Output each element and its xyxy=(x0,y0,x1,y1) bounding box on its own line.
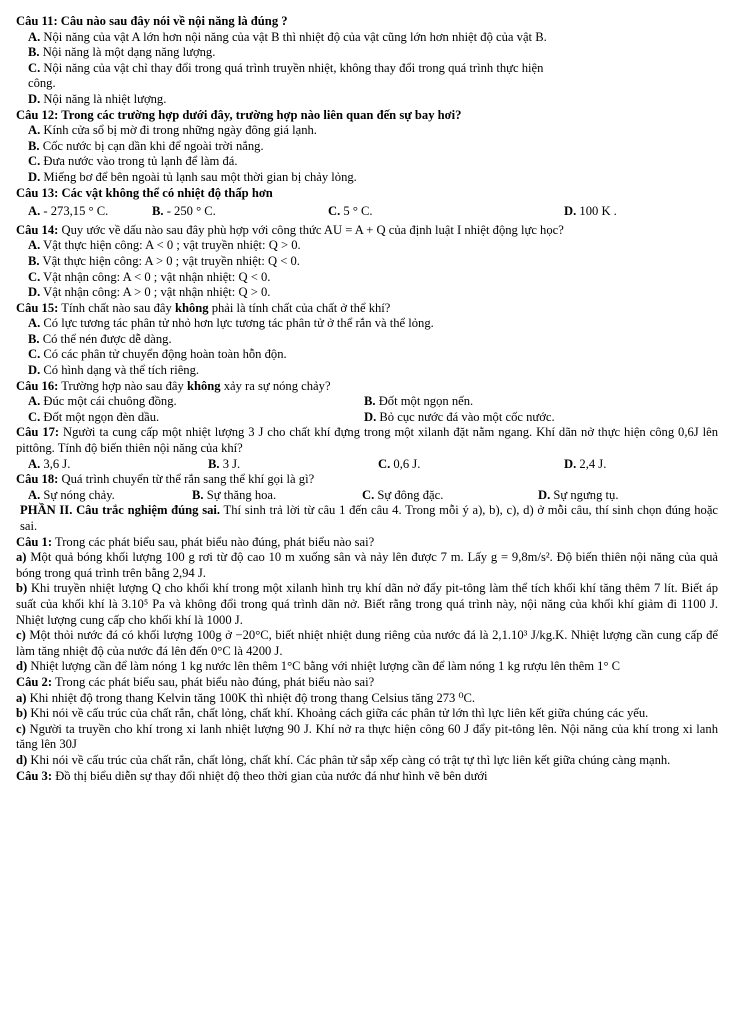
part2-title: PHẦN II. Câu trắc nghiệm đúng sai. xyxy=(20,503,221,518)
q14-stem: Câu 14: Quy ước về dấu nào sau đây phù hợp với công thức AU = A + Q của định luật I nhiệt động lực học? xyxy=(16,222,564,237)
q13-option-b: B. - 250 ° C. xyxy=(152,204,216,219)
q11-stem: Câu 11: Câu nào sau đây nói về nội năng là đúng ? xyxy=(16,14,288,28)
item-marker: D. xyxy=(28,91,41,106)
q17-option-c: C. 0,6 J. xyxy=(378,456,421,471)
q18-option-a: A. Sự nóng chảy. xyxy=(28,487,115,502)
p2q2-item-d: d) Khi nói về cấu trúc của chất rắn, chất lỏng, chất khí. Các phân tử sắp xếp càng có trật tự thì lực liên kết giữa chúng càng mạnh. xyxy=(16,752,671,767)
q15-stem-post: phải là tính chất của chất ở thể khí? xyxy=(208,300,391,315)
item-marker: B. xyxy=(364,394,376,409)
q11-option-a: A. Nội năng của vật A lớn hơn nội năng của vật B thì nhiệt độ của vật cũng lớn hơn nhiệt độ của vật B. xyxy=(28,29,547,44)
q12-option-d: D. Miếng bơ để bên ngoài tủ lạnh sau một thời gian bị chảy lỏng. xyxy=(28,169,357,184)
item-marker: A. xyxy=(28,456,41,471)
q14-option-d: D. Vật nhận công: A > 0 ; vật nhận nhiệt: Q > 0. xyxy=(28,285,271,300)
item-marker: C. xyxy=(328,204,341,219)
item-marker: A. xyxy=(28,394,41,409)
q12-option-a: A. Kính cửa sổ bị mờ đi trong những ngày đông giá lạnh. xyxy=(28,123,317,138)
item-marker: B. xyxy=(208,456,220,471)
item-marker: Câu 17: xyxy=(16,425,60,440)
item-marker: c) xyxy=(16,628,26,643)
item-marker: A. xyxy=(28,204,41,219)
p2q2-item-c: c) Người ta truyền cho khí trong xi lanh nhiệt lượng 90 J. Khí nở ra thực hiện công 60 J đẩy pit-tông lên. Nội năng của khí trong xi lanh tăng lên 30J xyxy=(16,721,718,752)
q16-option-b: B. Đốt một ngọn nến. xyxy=(364,394,474,409)
item-marker: Câu 3: xyxy=(16,768,53,783)
item-marker: a) xyxy=(16,690,27,705)
p2q1-item-b: b) Khi truyền nhiệt lượng Q cho khối khí trong một xilanh hình trụ khí dãn nở đẩy pit-tông làm thể tích khối khí tăng thêm 7 lít. Biết áp suất của khối khí là 3.10⁵ Pa và không đổi trong quá trình dãn nở. Biết rằng trong quá trình này, nội năng của khối khí giảm đi 1100 J. Nhiệt lượng cung cấp cho khối khí là 1000 J. xyxy=(16,581,718,627)
q16-options-row1 xyxy=(16,394,718,410)
q17-option-b: B. 3 J. xyxy=(208,456,241,471)
q16-stem-bold: không xyxy=(186,378,221,393)
p2q1-item-a: a) Một quả bóng khối lượng 100 g rơi từ độ cao 10 m xuống sân và nảy lên được 7 m. Lấy g = 9,8m/s². Độ biến thiên nội năng của quả bóng trong quá trình trên bằng 2,94 J. xyxy=(16,550,718,580)
q18-stem: Câu 18: Quá trình chuyển từ thể rắn sang thể khí gọi là gì? xyxy=(16,472,315,487)
item-marker: B. xyxy=(28,253,40,268)
item-marker: b) xyxy=(16,581,28,596)
p2q2-item-a: a) Khi nhiệt độ trong thang Kelvin tăng 100K thì nhiệt độ trong thang Celsius tăng 273 ⁰C. xyxy=(16,690,476,705)
q16-stem-post: xảy ra sự nóng chảy? xyxy=(220,378,331,393)
item-marker: Câu 16: xyxy=(16,378,59,393)
item-marker: d) xyxy=(16,659,28,674)
q13-option-c: C. 5 ° C. xyxy=(328,204,373,219)
item-marker: Câu 14: xyxy=(16,222,59,237)
q16-option-a: A. Đúc một cái chuông đồng. xyxy=(28,394,177,409)
q17-stem: Câu 17: Người ta cung cấp một nhiệt lượng 3 J cho chất khí đựng trong một xilanh đặt nằm ngang. Khí dãn nở thực hiện công 0,6J lên pittông. Tính độ biến thiên nội năng của khí? xyxy=(16,425,718,456)
item-marker: D. xyxy=(564,204,577,219)
item-marker: A. xyxy=(28,238,41,253)
q12-stem: Câu 12: Trong các trường hợp dưới đây, trường hợp nào liên quan đến sự bay hơi? xyxy=(16,107,462,122)
part2-heading xyxy=(16,503,718,534)
item-marker: C. xyxy=(28,409,41,424)
item-marker: D. xyxy=(564,456,577,471)
item-marker: C. xyxy=(28,269,41,284)
q16-option-d: D. Bỏ cục nước đá vào một cốc nước. xyxy=(364,409,555,424)
q18-options xyxy=(16,488,718,504)
q11-option-d: D. Nội năng là nhiệt lượng. xyxy=(28,91,167,106)
item-marker: Câu 18: xyxy=(16,472,59,487)
item-marker: C. xyxy=(28,60,41,75)
q17-option-a: A. 3,6 J. xyxy=(28,456,71,471)
q16-option-c: C. Đốt một ngọn đèn dầu. xyxy=(28,409,160,424)
item-marker: d) xyxy=(16,752,28,767)
p2q2-item-b: b) Khi nói về cấu trúc của chất rắn, chất lỏng, chất khí. Khoảng cách giữa các phân tử lớn thì lực liên kết giữa chúng các yếu. xyxy=(16,706,649,721)
q15-option-a: A. Có lực tương tác phân tử nhỏ hơn lực tương tác phân tử ở thể rắn và thể lỏng. xyxy=(28,316,434,331)
q16-stem xyxy=(16,379,718,395)
q16-stem-pre: Câu 16: Trường hợp nào sau đây xyxy=(16,378,187,393)
item-marker: D. xyxy=(28,285,41,300)
q16-options-row2 xyxy=(16,410,718,426)
item-marker: B. xyxy=(28,138,40,153)
p2q1-item-d: d) Nhiệt lượng cần để làm nóng 1 kg nước lên thêm 1°C bằng với nhiệt lượng cần để làm nóng 1 kg rượu lên thêm 1° C xyxy=(16,659,621,674)
q17-options xyxy=(16,457,718,473)
item-marker: B. xyxy=(28,45,40,60)
item-marker: A. xyxy=(28,29,41,44)
item-marker: Câu 13: xyxy=(16,185,59,200)
item-marker: A. xyxy=(28,487,41,502)
item-marker: A. xyxy=(28,123,41,138)
item-marker: D. xyxy=(28,169,41,184)
q14-option-a: A. Vật thực hiện công: A < 0 ; vật truyền nhiệt: Q > 0. xyxy=(28,238,301,253)
p2q1-stem: Câu 1: Trong các phát biểu sau, phát biểu nào đúng, phát biểu nào sai? xyxy=(16,534,375,549)
part2-instructions: Thí sinh trả lời từ câu 1 đến câu 4. Trong mỗi ý a), b), c), d) ở mỗi câu, thí sinh chọn đúng hoặc sai. xyxy=(20,503,719,533)
item-marker: Câu 15: xyxy=(16,300,59,315)
q15-option-d: D. Có hình dạng và thể tích riêng. xyxy=(28,363,200,378)
item-marker: D. xyxy=(364,409,377,424)
item-marker: C. xyxy=(362,487,375,502)
item-marker: Câu 11: xyxy=(16,14,58,28)
q18-option-c: C. Sự đông đặc. xyxy=(362,487,444,502)
q11-option-c: C. Nội năng của vật chỉ thay đổi trong quá trình truyền nhiệt, không thay đổi trong quá trình thực hiện xyxy=(28,60,544,75)
item-marker: C. xyxy=(28,154,41,169)
q18-option-b: B. Sự thăng hoa. xyxy=(192,487,277,502)
item-marker: B. xyxy=(192,487,204,502)
q13-option-d: D. 100 K . xyxy=(564,204,617,219)
q15-stem-pre: Câu 15: Tính chất nào sau đây xyxy=(16,300,175,315)
q15-stem-bold: không xyxy=(174,300,209,315)
item-marker: b) xyxy=(16,706,28,721)
p2q1-item-c: c) Một thỏi nước đá có khối lượng 100g ở −20°C, biết nhiệt nhiệt dung riêng của nước đá là 2,1.10³ J/kg.K. Nhiệt lượng cần cung cấp để làm tăng nhiệt độ của nước đá lên đến 0°C là 4200 J. xyxy=(16,628,718,658)
q17-option-d: D. 2,4 J. xyxy=(564,456,607,471)
q15-option-b: B. Có thể nén được dễ dàng. xyxy=(28,331,172,346)
q14-option-b: B. Vật thực hiện công: A > 0 ; vật truyền nhiệt: Q < 0. xyxy=(28,253,300,268)
item-marker: D. xyxy=(28,363,41,378)
q13-stem: Câu 13: Các vật không thể có nhiệt độ thấp hơn xyxy=(16,185,273,200)
q15-stem xyxy=(16,301,718,317)
item-marker: c) xyxy=(16,721,26,736)
q12-option-c: C. Đưa nước vào trong tủ lạnh để làm đá. xyxy=(28,154,238,169)
q13-options xyxy=(16,201,718,223)
q11-option-b: B. Nội năng là một dạng năng lượng. xyxy=(28,45,216,60)
item-marker: Câu 2: xyxy=(16,674,53,689)
item-marker: Câu 12: xyxy=(16,107,59,122)
item-marker: B. xyxy=(28,331,40,346)
item-marker: A. xyxy=(28,316,41,331)
item-marker: C. xyxy=(378,456,391,471)
q18-option-d: D. Sự ngưng tụ. xyxy=(538,487,619,502)
q12-option-b: B. Cốc nước bị cạn dần khi để ngoài trời nắng. xyxy=(28,138,264,153)
item-marker: Câu 1: xyxy=(16,534,53,549)
q15-option-c: C. Có các phân tử chuyển động hoàn toàn hỗn độn. xyxy=(28,347,287,362)
item-marker: C. xyxy=(28,347,41,362)
q13-option-a: A. - 273,15 ° C. xyxy=(28,204,109,219)
item-marker: B. xyxy=(152,204,164,219)
p2q2-stem: Câu 2: Trong các phát biểu sau, phát biểu nào đúng, phát biểu nào sai? xyxy=(16,674,375,689)
p2q3-stem: Câu 3: Đồ thị biểu diễn sự thay đổi nhiệt độ theo thời gian của nước đá như hình vẽ bên dưới xyxy=(16,768,488,783)
q14-option-c: C. Vật nhận công: A < 0 ; vật nhận nhiệt: Q < 0. xyxy=(28,269,271,284)
q11-option-c-cont: công. xyxy=(28,76,56,91)
item-marker: D. xyxy=(538,487,551,502)
item-marker: a) xyxy=(16,550,27,565)
